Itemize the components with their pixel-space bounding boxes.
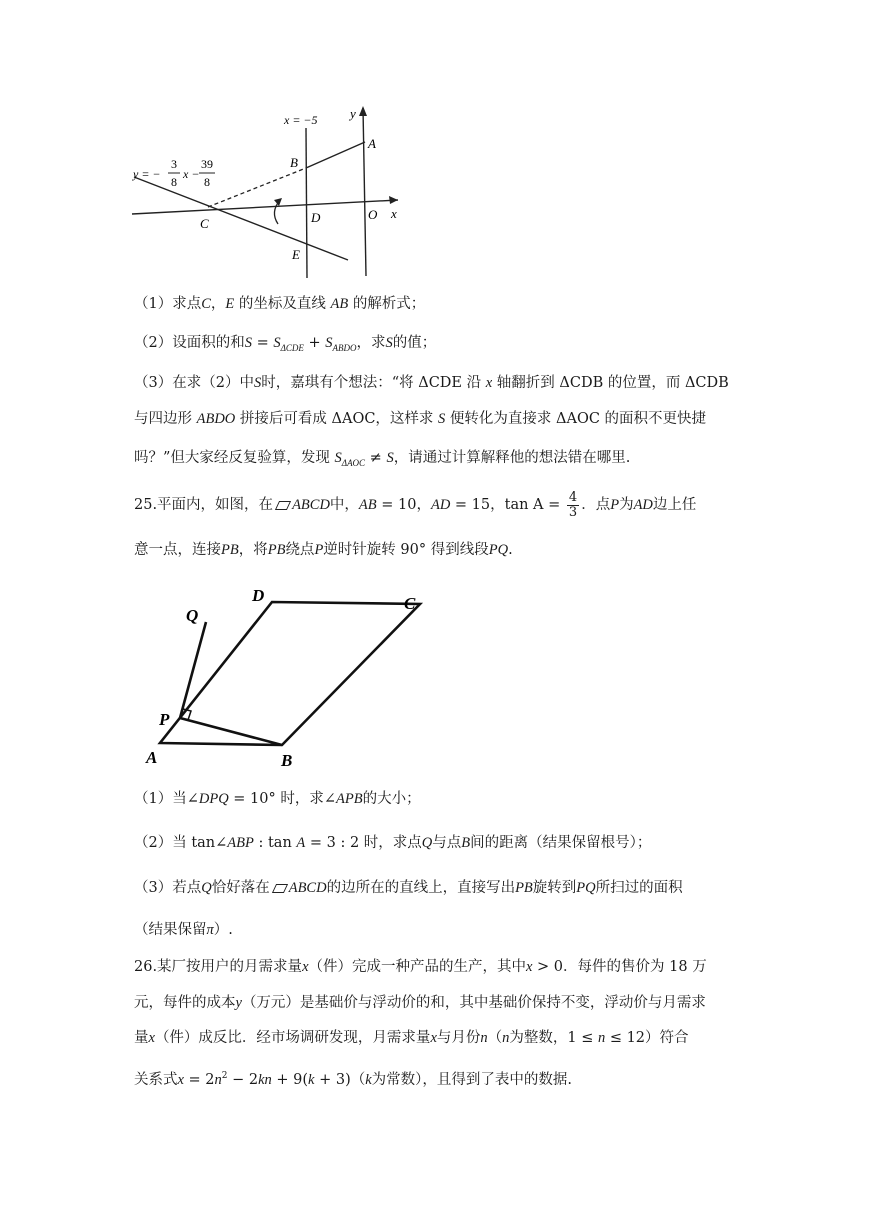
segment-pb [180, 718, 282, 745]
dashed-cb [208, 168, 306, 207]
eq-frac2-num: 39 [201, 157, 213, 171]
q25-intro-b: 意一点，连接PB，将PB绕点P逆时针旋转 90° 得到线段PQ. [134, 542, 513, 558]
label-C: C [404, 594, 416, 613]
label-O: O [368, 207, 378, 222]
q25-sub3-a: （3）若点Q恰好落在 ABCD的边所在的直线上，直接写出PB旋转到PQ所扫过的面积 [134, 880, 683, 896]
q26-line1: 26.某厂按用户的月需求量x（件）完成一种产品的生产，其中x > 0．每件的售价为 18 万 [134, 959, 707, 975]
fold-arrow-head-icon [274, 198, 282, 206]
eq-frac2-den: 8 [204, 175, 210, 189]
q25-sub2: （2）当 tan∠ABP : tan A = 3 : 2 时，求点Q与点B间的距离（结果保留根号）； [134, 835, 652, 851]
q25-sub1: （1）当∠DPQ = 10° 时，求∠APB的大小； [134, 791, 421, 807]
eq-prefix: y = − [133, 167, 161, 181]
label-x: x [391, 206, 397, 221]
q26-line4: 关系式$x = 2n^2 - 2kn + 9(k + 3)(k$为常数），且得到了表中的数据. [134, 1071, 573, 1088]
eq-frac1-num: 3 [171, 157, 177, 171]
q24-part3-c: 吗？”但大家经反复验算，发现 $S_{\Delta AOC} \ne S$，请通过计算解释他的想法错在哪里. [134, 450, 631, 468]
segment-pq [180, 622, 206, 718]
parallelogram-icon [272, 884, 288, 893]
x-axis-arrow-icon [389, 196, 398, 204]
label-Q: Q [186, 606, 199, 625]
label-B: B [281, 751, 293, 770]
label-A: A [146, 748, 158, 767]
label-P: P [159, 710, 170, 729]
q24-part3-b: 与四边形 ABDO 拼接后可看成 ΔAOC，这样求 S 便转化为直接求 ΔAOC 的面积不更快捷 [134, 411, 707, 427]
q24-part3-a: （3）在求（2）中S时，嘉琪有个想法：“将 ΔCDE 沿 x 轴翻折到 ΔCDB 的位置，而 ΔCDB [134, 375, 729, 391]
line-ab [306, 142, 365, 168]
q26-line3: 量x（件）成反比．经市场调研发现，月需求量x与月份n（n为整数，1 ≤ n ≤ 12）符合 [134, 1030, 689, 1046]
label-E: E [292, 247, 300, 262]
label-C: C [200, 216, 209, 231]
label-A: A [368, 136, 376, 151]
label-y: y [350, 106, 356, 121]
q24-part1: （1）求点C，E 的坐标及直线 AB 的解析式； [134, 296, 426, 312]
eq-mid: x − [183, 167, 200, 181]
parallelogram-icon [275, 501, 291, 510]
line-x-minus-5 [306, 128, 307, 278]
q25-sub3-b: （结果保留π）. [134, 922, 233, 938]
fraction-4-3: $\frac{4}{3}$ [568, 489, 578, 520]
label-D: D [252, 586, 265, 605]
label-x-eq-minus-5: x = −5 [284, 113, 318, 127]
q24-part2: （2）设面积的和$S = S_{\Delta CDE} + S_{ABDO}$，求S的值； [134, 335, 437, 353]
eq-frac1-den: 8 [171, 175, 177, 189]
figure-coordinate-diagram [0, 0, 869, 300]
q25-intro-a: 25.平面内，如图，在 ABCD中，AB = 10，AD = 15，tan A = $\frac{4}{3}$ ．点P为AD边上任 [134, 489, 697, 520]
label-D: D [311, 210, 321, 225]
label-B: B [290, 155, 298, 170]
y-axis [363, 108, 366, 276]
y-axis-arrow-icon [359, 106, 367, 116]
q26-line2: 元，每件的成本y（万元）是基础价与浮动价的和，其中基础价保持不变，浮动价与月需求 [134, 995, 706, 1011]
figure-parallelogram [0, 580, 869, 780]
x-axis [132, 200, 398, 214]
